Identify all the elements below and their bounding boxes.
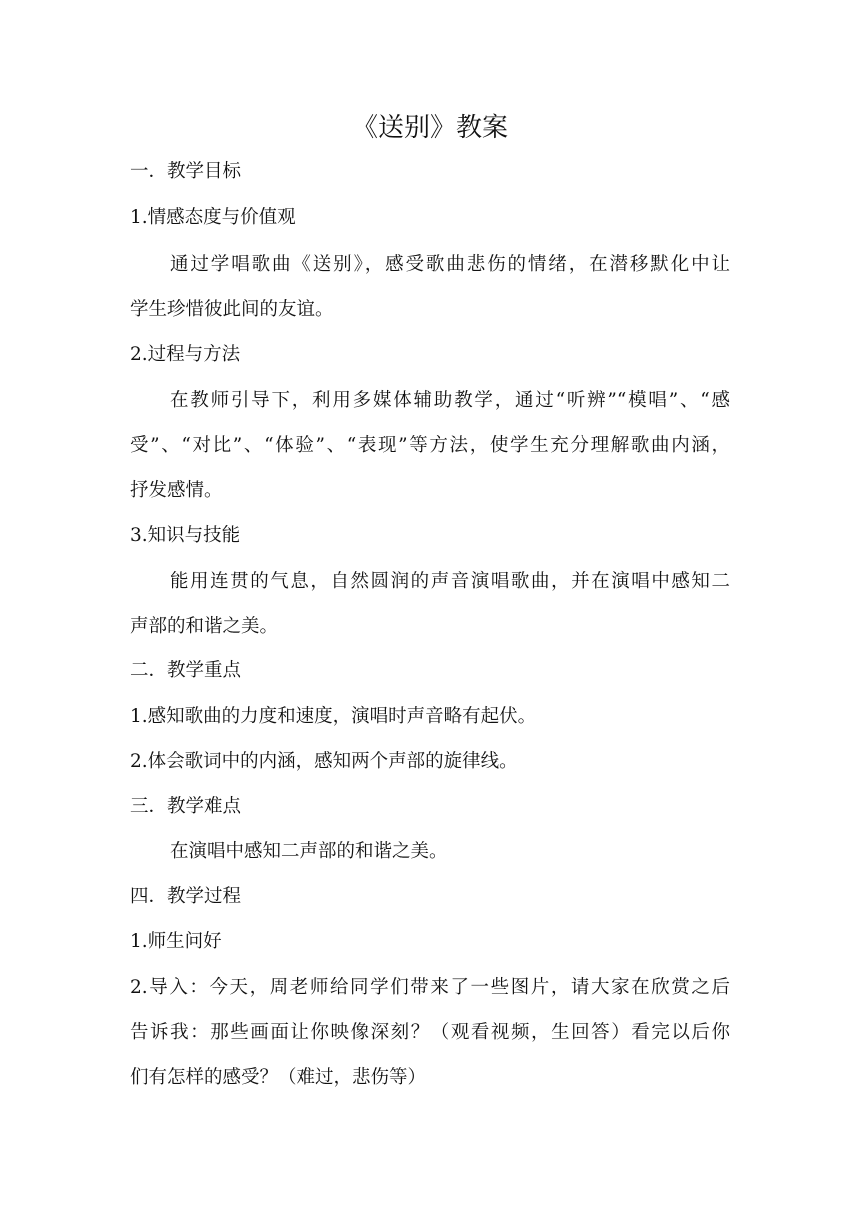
list-item: 2.体会歌词中的内涵，感知两个声部的旋律线。 (130, 751, 518, 772)
subheading-emotion-values: 1.情感态度与价值观 (130, 207, 296, 228)
section-heading-process: 四．教学过程 (130, 886, 242, 907)
list-item: 2.导入：今天，周老师给同学们带来了一些图片，请大家在欣赏之后 (130, 977, 730, 998)
section-heading-difficulties: 三．教学难点 (130, 796, 242, 817)
section-heading-key-points: 二．教学重点 (130, 660, 242, 681)
paragraph-line: 受”、“对比”、“体验”、“表现”等方法，使学生充分理解歌曲内涵， (130, 435, 730, 456)
paragraph-line: 在演唱中感知二声部的和谐之美。 (170, 841, 448, 862)
paragraph-line: 告诉我：那些画面让你映像深刻？（观看视频，生回答）看完以后你 (130, 1022, 730, 1043)
paragraph-line: 抒发感情。 (130, 480, 223, 501)
section-heading-objectives: 一．教学目标 (130, 161, 242, 182)
paragraph-line: 通过学唱歌曲《送别》，感受歌曲悲伤的情绪，在潜移默化中让 (170, 254, 730, 275)
document-title: 《送别》教案 (351, 113, 508, 143)
paragraph-line: 声部的和谐之美。 (130, 616, 279, 637)
paragraph-line: 学生珍惜彼此间的友谊。 (130, 299, 334, 320)
list-item: 1.感知歌曲的力度和速度，演唱时声音略有起伏。 (130, 706, 537, 727)
paragraph-line: 在教师引导下，利用多媒体辅助教学，通过“听辨”“模唱”、“感 (170, 390, 730, 411)
paragraph-line: 们有怎样的感受？（难过，悲伤等） (130, 1067, 427, 1088)
list-item: 1.师生问好 (130, 931, 222, 952)
subheading-knowledge-skills: 3.知识与技能 (130, 525, 241, 546)
paragraph-line: 能用连贯的气息，自然圆润的声音演唱歌曲，并在演唱中感知二 (170, 571, 730, 592)
subheading-process-methods: 2.过程与方法 (130, 344, 241, 365)
